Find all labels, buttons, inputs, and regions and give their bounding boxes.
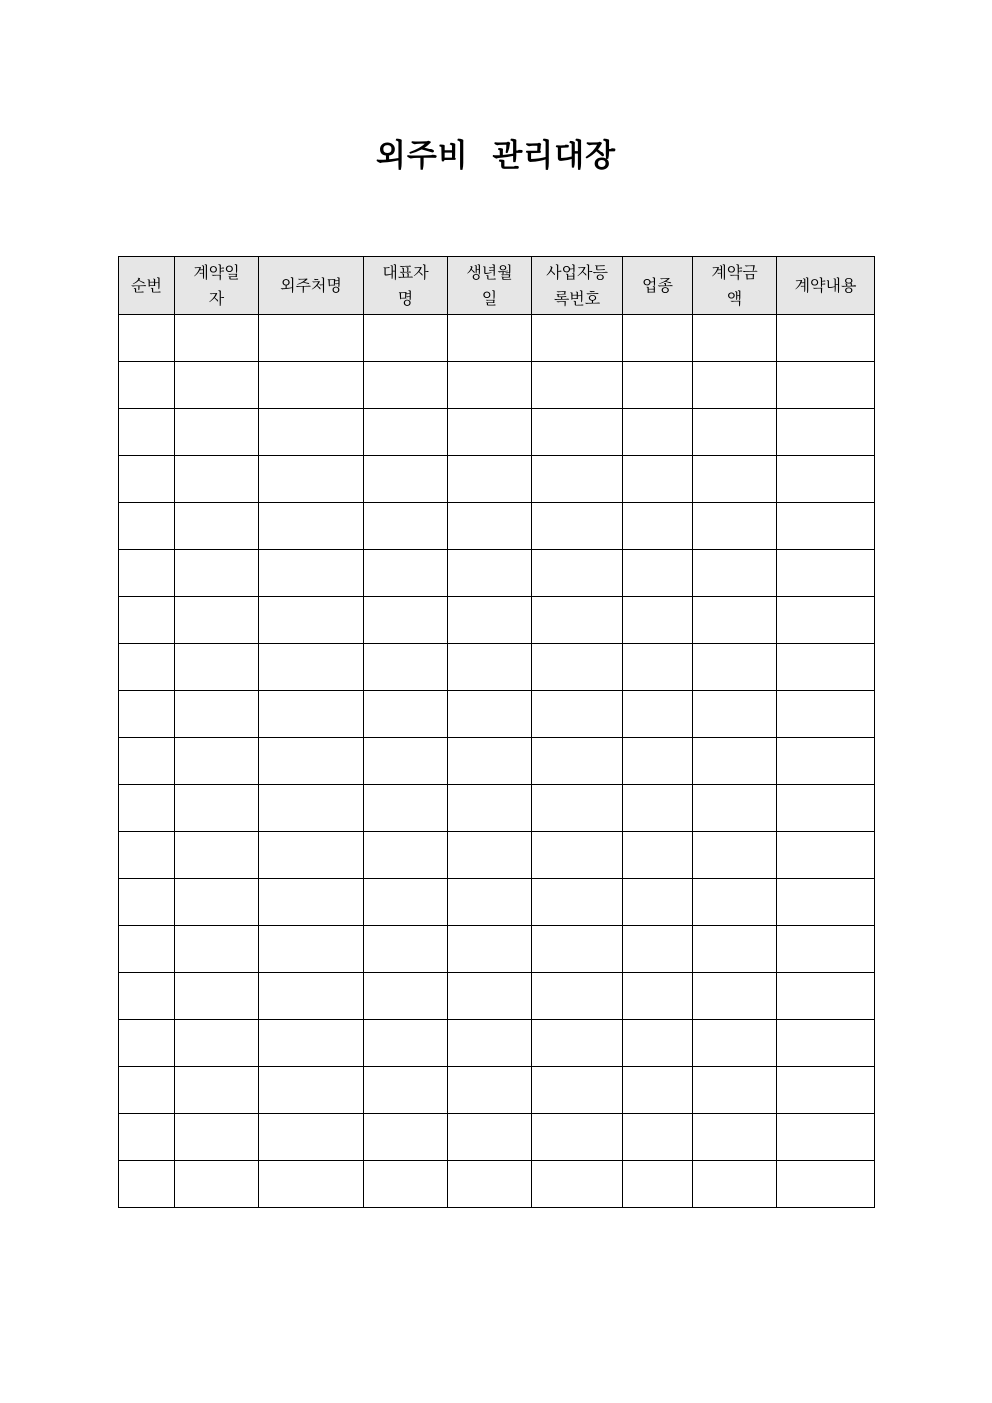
table-cell[interactable] [777, 550, 875, 597]
table-cell[interactable] [364, 362, 448, 409]
header-cell-contract-amount: 계약금 액 [693, 257, 777, 315]
table-cell[interactable] [777, 362, 875, 409]
table-cell[interactable] [364, 973, 448, 1020]
header-cell-number: 순번 [119, 257, 175, 315]
table-cell[interactable] [777, 691, 875, 738]
table-cell[interactable] [693, 926, 777, 973]
table-cell[interactable] [693, 315, 777, 362]
table-cell[interactable] [364, 785, 448, 832]
table-row [119, 362, 875, 409]
table-cell[interactable] [532, 456, 623, 503]
table-cell[interactable] [693, 1114, 777, 1161]
table-cell[interactable] [532, 644, 623, 691]
table-cell[interactable] [259, 503, 364, 550]
table-cell[interactable] [623, 785, 693, 832]
table-cell[interactable] [623, 1067, 693, 1114]
table-cell[interactable] [175, 738, 259, 785]
table-cell[interactable] [364, 597, 448, 644]
table-cell[interactable] [448, 832, 532, 879]
table-cell[interactable] [623, 597, 693, 644]
table-cell[interactable] [693, 550, 777, 597]
table-cell[interactable] [623, 1161, 693, 1208]
table-row [119, 503, 875, 550]
table-cell[interactable] [777, 597, 875, 644]
table-cell[interactable] [448, 1161, 532, 1208]
table-row [119, 1114, 875, 1161]
table-cell[interactable] [693, 597, 777, 644]
table-cell[interactable] [175, 832, 259, 879]
table-cell[interactable] [777, 832, 875, 879]
ledger-table [118, 256, 875, 1208]
table-row [119, 785, 875, 832]
table-cell[interactable] [532, 315, 623, 362]
table-cell[interactable] [119, 409, 175, 456]
table-cell[interactable] [777, 1020, 875, 1067]
header-cell-contract-date: 계약일 자 [175, 257, 259, 315]
table-cell[interactable] [623, 409, 693, 456]
table-row [119, 1067, 875, 1114]
table-cell[interactable] [364, 1114, 448, 1161]
table-cell[interactable] [259, 926, 364, 973]
table-cell[interactable] [119, 315, 175, 362]
table-cell[interactable] [119, 456, 175, 503]
table-cell[interactable] [693, 879, 777, 926]
table-cell[interactable] [259, 785, 364, 832]
table-cell[interactable] [175, 926, 259, 973]
table-cell[interactable] [623, 315, 693, 362]
table-cell[interactable] [175, 1067, 259, 1114]
table-cell[interactable] [175, 1161, 259, 1208]
table-cell[interactable] [623, 738, 693, 785]
table-cell[interactable] [259, 879, 364, 926]
table-cell[interactable] [175, 1020, 259, 1067]
header-row [119, 257, 875, 315]
table-cell[interactable] [448, 409, 532, 456]
table-row [119, 550, 875, 597]
table-cell[interactable] [623, 503, 693, 550]
table-row [119, 409, 875, 456]
ledger-body [119, 315, 875, 1208]
table-cell[interactable] [448, 644, 532, 691]
table-cell[interactable] [175, 597, 259, 644]
table-cell[interactable] [175, 785, 259, 832]
table-cell[interactable] [777, 503, 875, 550]
table-cell[interactable] [364, 926, 448, 973]
table-cell[interactable] [448, 1020, 532, 1067]
table-cell[interactable] [777, 409, 875, 456]
table-cell[interactable] [175, 644, 259, 691]
header-cell-business-type: 업종 [623, 257, 693, 315]
table-cell[interactable] [448, 456, 532, 503]
table-cell[interactable] [119, 503, 175, 550]
table-cell[interactable] [532, 832, 623, 879]
table-cell[interactable] [364, 315, 448, 362]
header-cell-business-registration-number: 사업자등 록번호 [532, 257, 623, 315]
header-cell-contract-details: 계약내용 [777, 257, 875, 315]
table-cell[interactable] [364, 550, 448, 597]
table-cell[interactable] [119, 785, 175, 832]
table-cell[interactable] [364, 1020, 448, 1067]
table-cell[interactable] [532, 691, 623, 738]
table-cell[interactable] [532, 503, 623, 550]
table-cell[interactable] [259, 691, 364, 738]
table-cell[interactable] [448, 1067, 532, 1114]
table-cell[interactable] [119, 1067, 175, 1114]
table-cell[interactable] [119, 1020, 175, 1067]
table-cell[interactable] [532, 738, 623, 785]
table-cell[interactable] [119, 597, 175, 644]
table-row [119, 315, 875, 362]
table-cell[interactable] [777, 785, 875, 832]
table-cell[interactable] [448, 879, 532, 926]
table-cell[interactable] [693, 738, 777, 785]
table-cell[interactable] [623, 832, 693, 879]
table-cell[interactable] [259, 1067, 364, 1114]
table-row [119, 1020, 875, 1067]
table-cell[interactable] [532, 597, 623, 644]
table-cell[interactable] [623, 926, 693, 973]
table-cell[interactable] [259, 362, 364, 409]
table-cell[interactable] [119, 973, 175, 1020]
table-cell[interactable] [364, 456, 448, 503]
table-cell[interactable] [448, 315, 532, 362]
table-cell[interactable] [259, 1114, 364, 1161]
table-cell[interactable] [364, 879, 448, 926]
table-cell[interactable] [532, 926, 623, 973]
table-cell[interactable] [175, 691, 259, 738]
table-cell[interactable] [623, 644, 693, 691]
table-cell[interactable] [119, 1114, 175, 1161]
table-row [119, 644, 875, 691]
table-cell[interactable] [175, 503, 259, 550]
table-cell[interactable] [448, 1114, 532, 1161]
table-cell[interactable] [259, 1020, 364, 1067]
table-cell[interactable] [532, 1114, 623, 1161]
table-cell[interactable] [777, 738, 875, 785]
header-cell-vendor-name: 외주처명 [259, 257, 364, 315]
table-row [119, 1161, 875, 1208]
table-cell[interactable] [119, 691, 175, 738]
table-cell[interactable] [532, 362, 623, 409]
table-cell[interactable] [119, 362, 175, 409]
table-cell[interactable] [119, 832, 175, 879]
table-cell[interactable] [259, 315, 364, 362]
table-cell[interactable] [623, 879, 693, 926]
table-cell[interactable] [175, 409, 259, 456]
table-cell[interactable] [532, 1067, 623, 1114]
header-cell-representative-name: 대표자 명 [364, 257, 448, 315]
table-cell[interactable] [623, 973, 693, 1020]
header-cell-birth-date: 생년월 일 [448, 257, 532, 315]
table-cell[interactable] [532, 973, 623, 1020]
table-cell[interactable] [364, 832, 448, 879]
table-cell[interactable] [693, 503, 777, 550]
table-cell[interactable] [623, 691, 693, 738]
table-row [119, 597, 875, 644]
page-title: 외주비 관리대장 [375, 138, 617, 174]
table-cell[interactable] [693, 644, 777, 691]
table-cell[interactable] [259, 738, 364, 785]
table-row [119, 691, 875, 738]
table-cell[interactable] [693, 691, 777, 738]
table-cell[interactable] [777, 973, 875, 1020]
table-cell[interactable] [119, 550, 175, 597]
table-cell[interactable] [777, 1067, 875, 1114]
table-cell[interactable] [448, 785, 532, 832]
table-cell[interactable] [532, 879, 623, 926]
table-cell[interactable] [693, 1161, 777, 1208]
table-cell[interactable] [448, 691, 532, 738]
table-cell[interactable] [448, 738, 532, 785]
table-cell[interactable] [364, 1161, 448, 1208]
table-cell[interactable] [693, 832, 777, 879]
table-cell[interactable] [119, 879, 175, 926]
table-cell[interactable] [175, 315, 259, 362]
table-cell[interactable] [623, 1020, 693, 1067]
table-row [119, 456, 875, 503]
table-cell[interactable] [777, 644, 875, 691]
table-cell[interactable] [259, 1161, 364, 1208]
table-row [119, 926, 875, 973]
table-cell[interactable] [448, 362, 532, 409]
table-cell[interactable] [364, 644, 448, 691]
table-cell[interactable] [175, 550, 259, 597]
table-cell[interactable] [259, 409, 364, 456]
table-cell[interactable] [448, 597, 532, 644]
table-cell[interactable] [175, 879, 259, 926]
table-cell[interactable] [623, 362, 693, 409]
table-cell[interactable] [693, 409, 777, 456]
table-cell[interactable] [259, 832, 364, 879]
table-cell[interactable] [119, 738, 175, 785]
table-cell[interactable] [119, 926, 175, 973]
table-cell[interactable] [364, 691, 448, 738]
table-cell[interactable] [364, 409, 448, 456]
table-cell[interactable] [175, 362, 259, 409]
table-cell[interactable] [532, 1161, 623, 1208]
table-cell[interactable] [259, 456, 364, 503]
table-cell[interactable] [693, 362, 777, 409]
table-row [119, 738, 875, 785]
table-cell[interactable] [448, 550, 532, 597]
table-cell[interactable] [448, 926, 532, 973]
table-cell[interactable] [777, 926, 875, 973]
table-cell[interactable] [532, 409, 623, 456]
table-cell[interactable] [364, 738, 448, 785]
table-cell[interactable] [532, 1020, 623, 1067]
table-cell[interactable] [259, 644, 364, 691]
table-cell[interactable] [623, 550, 693, 597]
table-cell[interactable] [777, 1114, 875, 1161]
table-cell[interactable] [259, 597, 364, 644]
table-cell[interactable] [259, 973, 364, 1020]
table-cell[interactable] [777, 456, 875, 503]
table-cell[interactable] [259, 550, 364, 597]
table-cell[interactable] [693, 1020, 777, 1067]
table-cell[interactable] [119, 644, 175, 691]
table-cell[interactable] [364, 503, 448, 550]
table-cell[interactable] [623, 456, 693, 503]
table-row [119, 973, 875, 1020]
table-cell[interactable] [448, 973, 532, 1020]
table-cell[interactable] [693, 456, 777, 503]
table-cell[interactable] [175, 1114, 259, 1161]
table-cell[interactable] [623, 1114, 693, 1161]
table-cell[interactable] [777, 879, 875, 926]
table-cell[interactable] [777, 1161, 875, 1208]
table-cell[interactable] [175, 456, 259, 503]
table-cell[interactable] [693, 1067, 777, 1114]
table-cell[interactable] [175, 973, 259, 1020]
table-cell[interactable] [693, 785, 777, 832]
table-cell[interactable] [119, 1161, 175, 1208]
table-cell[interactable] [364, 1067, 448, 1114]
table-cell[interactable] [532, 785, 623, 832]
table-row [119, 879, 875, 926]
table-cell[interactable] [532, 550, 623, 597]
table-row [119, 832, 875, 879]
table-cell[interactable] [777, 315, 875, 362]
table-cell[interactable] [693, 973, 777, 1020]
table-cell[interactable] [448, 503, 532, 550]
